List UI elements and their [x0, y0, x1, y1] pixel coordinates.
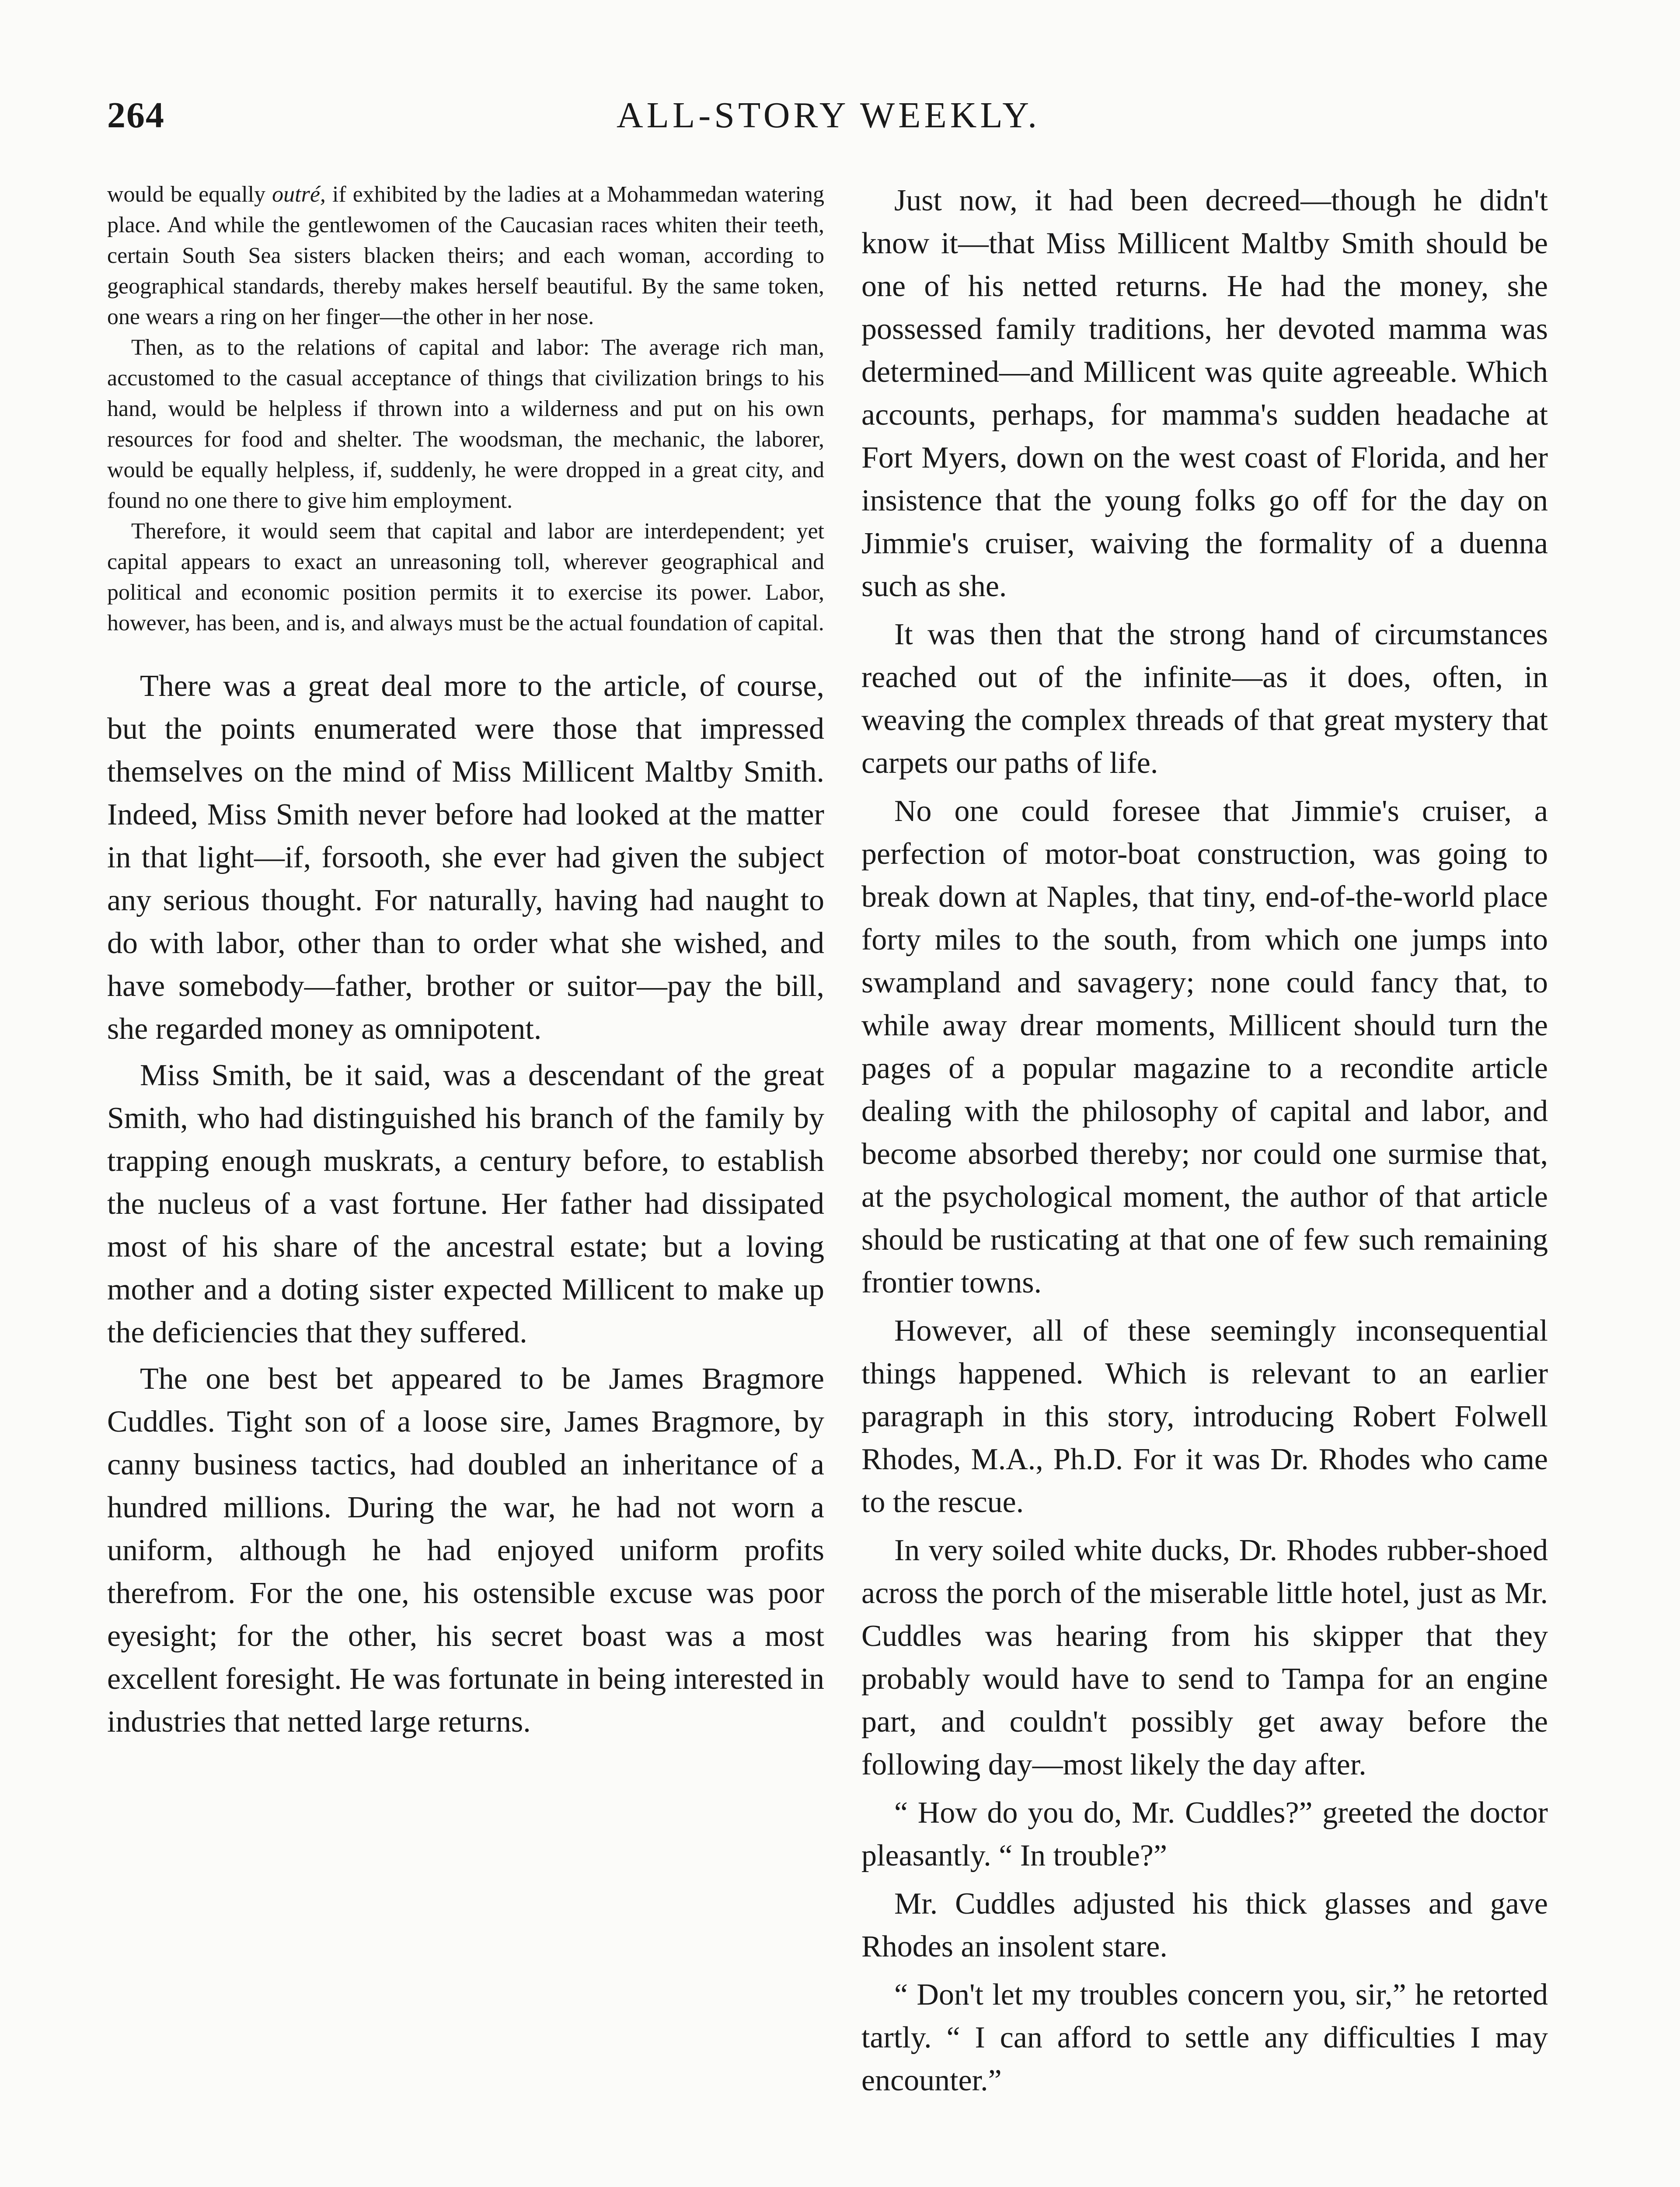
story-paragraph: Just now, it had been decreed—though he didn't know it—that Miss Millicent Maltby Smith should be one of his netted returns. He had the money, she possessed family traditions, her devoted mamma was determined—and Millicent was quite agreeable. Which accounts, perhaps, for mamma's sudden headache at Fort Myers, down on the west coast of Florida, and her insistence that the young folks go off for the day on Jimmie's cruiser, waiving the formality of a duenna such as she. — [861, 184, 1548, 603]
story-text-right — [861, 179, 1548, 2102]
story-paragraph: “ How do you do, Mr. Cuddles?” greeted the doctor pleasantly. “ In trouble?” — [861, 1796, 1548, 1873]
story-paragraph: No one could foresee that Jimmie's cruiser, a perfection of motor-boat construction, was going to break down at Naples, that tiny, end-of-the-world place forty miles to the south, from which one jumps into swampland and savagery; none could fancy that, to while away drear moments, Millicent should turn the pages of a popular magazine to a recondite article dealing with the philosophy of capital and labor, and become absorbed thereby; nor could one surmise that, at the psychological moment, the author of that article should be rusticating at that one of few such remaining frontier towns. — [861, 794, 1548, 1300]
excerpt-paragraph: Therefore, it would seem that capital and labor are interdependent; yet capital appears to exact an unreasoning toll, wherever geographical and political and economic position permits it to exercise its power. Labor, however, has been, and is, and always must be the actual foundation of capital. — [107, 519, 824, 636]
excerpt-paragraph — [107, 179, 824, 332]
story-paragraph: It was then that the strong hand of circumstances reached out of the infinite—as it does, often, in weaving the complex threads of that great mystery that carpets our paths of life. — [861, 618, 1548, 780]
story-paragraph: Mr. Cuddles adjusted his thick glasses and gave Rhodes an insolent stare. — [861, 1887, 1548, 1963]
italic-word: outré, — [272, 182, 326, 207]
page-header — [107, 94, 1550, 142]
story-text-left — [107, 665, 824, 1743]
story-paragraph: The one best bet appeared to be James Bragmore Cuddles. Tight son of a loose sire, James Bragmore, by canny business tactics, had doubled an inheritance of a hundred millions. During the war, he had not worn a uniform, although he had enjoyed uniform profits therefrom. For the one, his ostensible excuse was poor eyesight; for the other, his secret boast was a most excellent foresight. He was fortunate in being interested in industries that netted large returns. — [107, 1362, 824, 1739]
excerpt-paragraph: Then, as to the relations of capital and labor: The average rich man, accustomed to the casual acceptance of things that civilization brings to his hand, would be helpless if thrown into a wilderness and put on his own resources for food and shelter. The woodsman, the mechanic, the laborer, would be equally helpless, if, suddenly, he were dropped in a great city, and found no one there to give him employment. — [107, 335, 824, 513]
excerpt-text: would be equally — [107, 182, 272, 207]
story-paragraph: Miss Smith, be it said, was a descendant of the great Smith, who had distinguished his branch of the family by trapping enough muskrats, a century before, to establish the nucleus of a vast fortune. Her father had dissipated most of his share of the ancestral estate; but a loving mother and a doting sister expected Millicent to make up the deficiencies that they suffered. — [107, 1059, 824, 1349]
story-paragraph: In very soiled white ducks, Dr. Rhodes rubber-shoed across the porch of the miserable little hotel, just as Mr. Cuddles was hearing from his skipper that they probably would have to send to Tampa for an engine part, and couldn't possibly get away before the following day—most likely the day after. — [861, 1534, 1548, 1782]
left-column — [107, 179, 824, 1747]
running-head: ALL-STORY WEEKLY. — [617, 95, 1041, 136]
story-paragraph: There was a great deal more to the article, of course, but the points enumerated were those that impressed themselves on the mind of Miss Millicent Maltby Smith. Indeed, Miss Smith never before had looked at the matter in that light—if, forsooth, she ever had given the subject any serious thought. For naturally, having had naught to do with labor, other than to order what she wished, and have somebody—father, brother or suitor—pay the bill, she regarded money as omnipotent. — [107, 669, 824, 1046]
excerpt-text: if exhibited by the ladies at a Mohammedan watering place. And while the gentlewomen of the Caucasian races whiten their teeth, certain South Sea sisters blacken theirs; and each woman, according to geographical standards, thereby makes herself beautiful. By the same token, one wears a ring on her finger—the other in her nose. — [107, 182, 824, 329]
page-number: 264 — [107, 95, 165, 136]
story-paragraph: “ Don't let my troubles concern you, sir,” he retorted tartly. “ I can afford to settle any difficulties I may encounter.” — [861, 1978, 1548, 2097]
quoted-article-excerpt — [107, 179, 824, 639]
right-column — [861, 179, 1548, 2107]
story-paragraph: However, all of these seemingly inconsequential things happened. Which is relevant to an earlier paragraph in this story, introducing Robert Folwell Rhodes, M.A., Ph.D. For it was Dr. Rhodes who came to the rescue. — [861, 1314, 1548, 1519]
